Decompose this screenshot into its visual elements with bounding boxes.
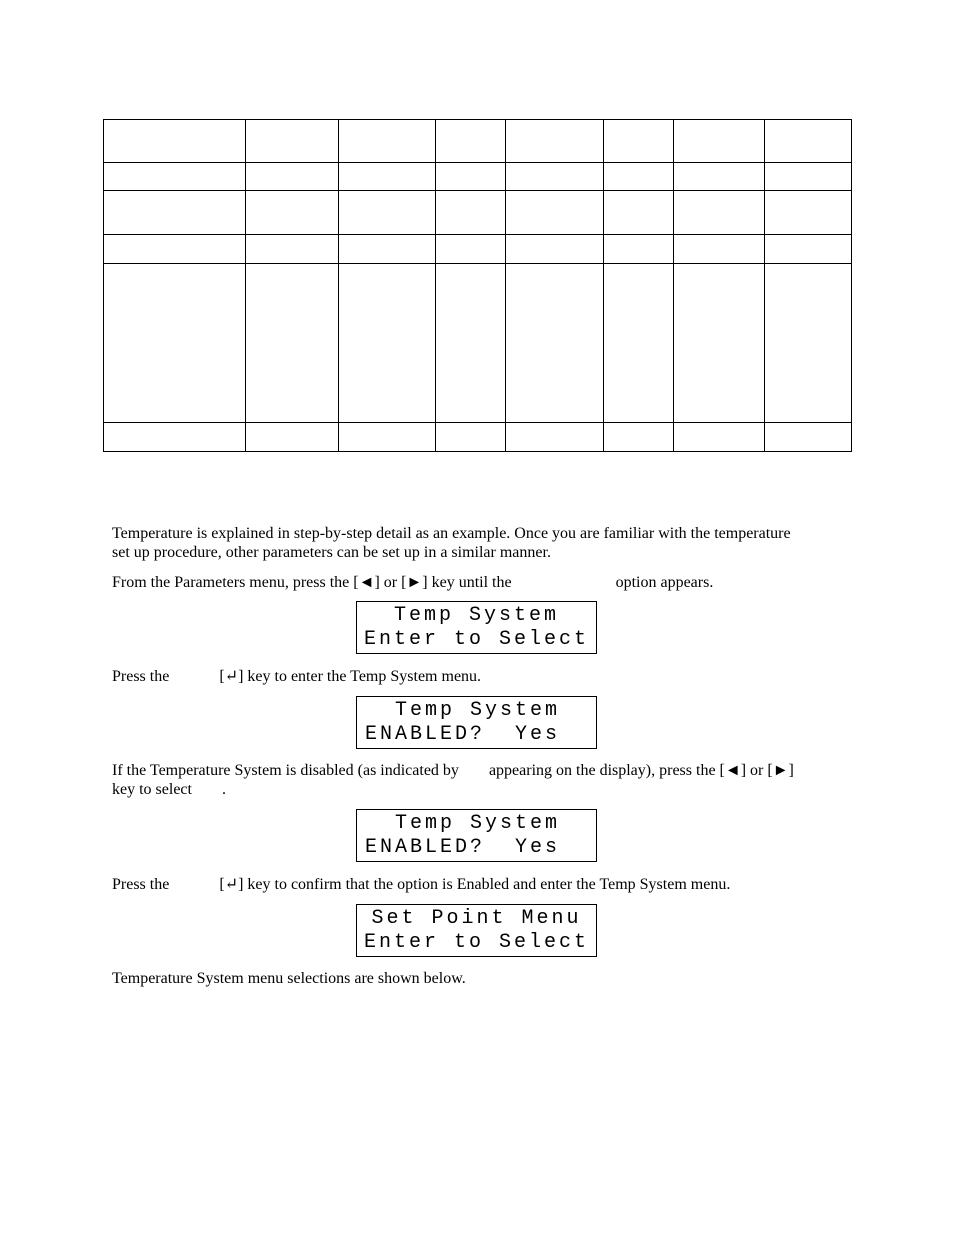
table-row (104, 162, 852, 191)
lcd-line-2: ENABLED? Yes (365, 836, 561, 859)
lcd-line-2: Enter to Select (363, 628, 590, 651)
step-4-part-1: Press the (112, 876, 170, 893)
step-2-part-1: Press the (112, 668, 170, 685)
closing-text: Temperature System menu selections are shown below. (112, 970, 466, 987)
intro-paragraph (112, 524, 852, 562)
lcd-line-2: ENABLED? Yes (365, 723, 561, 746)
step-3-part-1: If the Temperature System is disabled (as indicated by (112, 762, 459, 779)
step-1-part-2: option appears. (615, 574, 714, 591)
lcd-display-temp-system-enabled-2 (356, 809, 597, 862)
intro-line-1: Temperature is explained in step-by-step detail as an example. Once you are familiar with the temperature (112, 525, 791, 542)
lcd-line-2: Enter to Select (363, 931, 590, 954)
step-3-part-3: key to select (112, 781, 192, 798)
lcd-display-set-point-menu (356, 904, 597, 957)
table-row (104, 263, 852, 423)
step-1-part-1: From the Parameters menu, press the [◄] or [►] key until the (112, 574, 512, 591)
step-1-text (112, 573, 852, 592)
lcd-line-1: Temp System (393, 604, 560, 627)
table-row (104, 235, 852, 264)
lcd-display-temp-system-enabled (356, 696, 597, 749)
table-row (104, 423, 852, 452)
lcd-line-1: Temp System (365, 699, 561, 722)
table-row (104, 191, 852, 235)
step-3-text (112, 761, 852, 799)
intro-line-2: set up procedure, other parameters can be set up in a similar manner. (112, 544, 551, 561)
lcd-display-temp-system-select (356, 601, 597, 654)
step-3-part-2: appearing on the display), press the [◄] or [►] (488, 762, 794, 779)
step-3-part-4: . (221, 781, 226, 798)
empty-table (103, 119, 852, 452)
table-row (104, 120, 852, 163)
lcd-line-1: Temp System (365, 812, 561, 835)
lcd-line-1: Set Point Menu (371, 907, 582, 930)
step-4-part-2: [↵] key to confirm that the option is Enabled and enter the Temp System menu. (219, 876, 731, 893)
step-2-text (112, 667, 852, 686)
step-4-text (112, 875, 852, 894)
step-2-part-2: [↵] key to enter the Temp System menu. (219, 668, 482, 685)
